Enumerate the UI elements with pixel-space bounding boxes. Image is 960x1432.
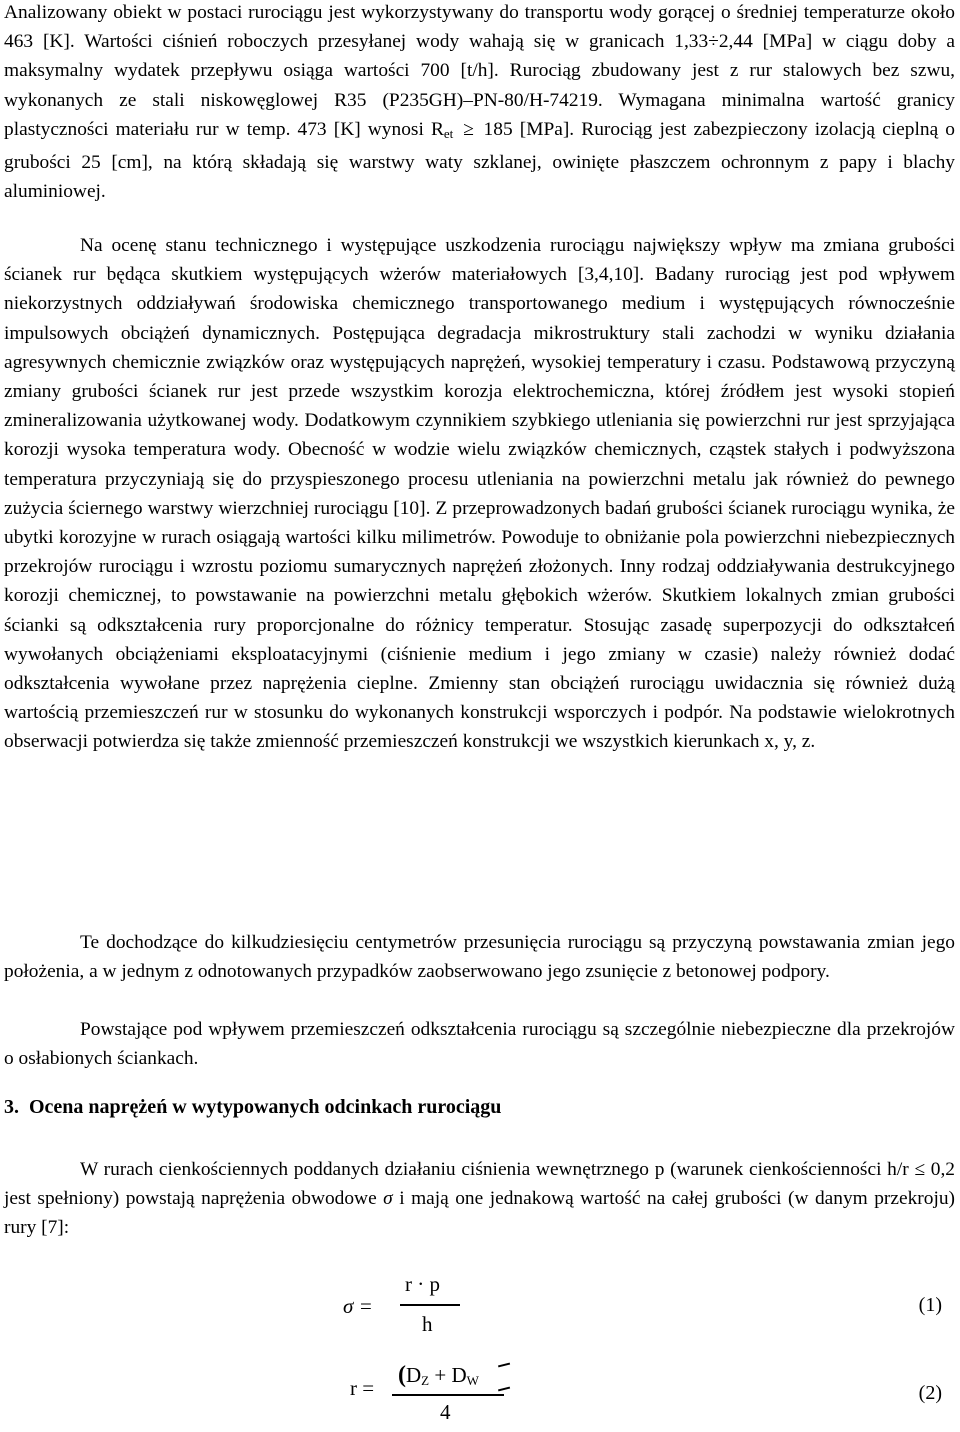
paragraph-text: 185 [MPa]. Rurociąg jest zabezpieczony izolacją cieplną o grubości 25 [cm], na którą składają się warstwy waty szklanej, owinięte płaszczem ochronnym z papy i blachy aluminiowej. [4,118,955,203]
geq-symbol: ≥ [463,118,474,140]
equation-2 [0,1358,960,1432]
section-number: 3. [4,1096,19,1118]
section-heading [4,1096,501,1119]
paragraph-text: 0,2 jest spełniony) powstają naprężenia obwodowe [4,1159,955,1210]
equation-lhs: r = [350,1376,375,1400]
sigma-symbol: σ [383,1188,393,1210]
subscript-et: et [443,125,454,141]
plus-dw: + D [429,1363,467,1387]
paragraph-damage-analysis: Na ocenę stanu technicznego i występujące uszkodzenia rurociągu największy wpływ ma zmiana grubości ścianek rur będąca skutkiem występujących wżerów materiałowych [3,4,10]. Badany rurociąg jest pod wpływem niekorzystnych oddziaływań środowiska chemicznego transportowanego medium i występujących równocześnie impulsowych obciążeń dynamicznych. Postępująca degradacja mikrostruktury stali zachodzi w wyniku działania agresywnych chemicznie związków oraz występujących naprężeń, wysokiej temperatury i czasu. Podstawową przyczyną zmiany grubości ścianek rur jest przede wszystkim korozja elektrochemiczna, której źródłem jest wysoki stopień zmineralizowania użytkowanej wody. Dodatkowym czynnikiem szybkiego utleniania się powierzchni rur jest sprzyjająca korozji wysoka temperatura wody. Obecność w wodzie wielu związków chemicznych, cząstek stałych i podwyższona temperatura przyczyniają się do przyspieszonego procesu utleniania na powierzchni metalu jak również do pewnego zużycia ściernego warstwy wierzchniej rurociągu [10]. Z przeprowadzonych badań grubości ścianek rurociągu wynika, że ubytki korozyjne w rurach osiągają wartości kilku milimetrów. Powoduje to obniżanie pola powierzchni niebezpiecznych przekrojów rurociągu i wzrostu poziomu sumarycznych naprężeń złożonych. Inny rodzaj oddziaływania destrukcyjnego korozji chemicznej, to powstawanie na powierzchni metalu głębokich wżerów. Skutkiem lokalnych zmian grubości ścianki są odkształcenia rury proporcjonalne do różnicy temperatur. Stosując zasadę superpozycji do odkształceń wywołanych obciążeniami eksploatacyjnymi (ciśnienie medium i jego zmiany w czasie) należy również dodać odkształcenia wywołane przez naprężenia cieplne. Zmienny stan obciążeń rurociągu uwidacznia się również dużą wartością przemieszczeń rur w stosunku do wykonanych konstrukcji wsporczych i podpór. Na podstawie wielokrotnych obserwacji potwierdza się także zmienność przemieszczeń konstrukcji we wszystkich kierunkach x, y, z. [4,235,955,753]
paragraph-thin-wall-pipes [4,1155,955,1243]
d-symbol: D [406,1363,422,1387]
paragraph-text: Analizowany obiekt w postaci rurociągu jest wykorzystywany do transportu wody gorącej o średniej temperaturze około 463 [K]. Wartości ciśnień roboczych przesyłanej wody wahają się w granicach 1,33÷2,44 [MPa] w ciągu doby a maksymalny wydatek przepływu osiąga wartości 700 [t/h]. Rurociąg zbudowany jest z rur stalowych bez szwu, wykonanych ze stali niskowęglowej R35 (P235GH)–PN-80/H-74219. Wymagana minimalna wartość granicy plastyczności materiału rur w temp. 473 [K] wynosi R [4,2,955,140]
equation-number: (2) [918,1382,942,1404]
bracket-tick-top [498,1363,510,1367]
paragraph-text: i mają one jednakową wartość na całej grubości (w danym przekroju) rury [7]: [4,1188,955,1239]
bracket-tick-bottom [498,1387,510,1391]
section-title: Ocena naprężeń w wytypowanych odcinkach rurociągu [29,1096,502,1118]
fraction-numerator: r · p [405,1272,440,1296]
equation-1 [0,1270,960,1350]
leq-symbol: ≤ [914,1159,926,1180]
fraction-denominator: h [422,1312,433,1336]
subscript-w: W [466,1373,479,1388]
equation-lhs: σ = [343,1294,373,1318]
subscript-z: Z [421,1373,430,1388]
paragraph-text: W rurach cienkościennych poddanych działaniu ciśnienia wewnętrznego p (warunek cienkościenności h/r [80,1159,915,1180]
paragraph-object-description [4,0,955,206]
left-paren: ( [398,1362,406,1388]
fraction-denominator: 4 [440,1400,451,1424]
paragraph-deformations: Powstające pod wpływem przemieszczeń odkształcenia rurociągu są szczególnie niebezpieczne dla przekrojów o osłabionych ściankach. [4,1019,955,1070]
fraction-bar [392,1394,504,1396]
paragraph-displacements: Te dochodzące do kilkudziesięciu centymetrów przesunięcia rurociągu są przyczyną powstawania zmian jego położenia, a w jednym z odnotowanych przypadków zaobserwowano jego zsunięcie z betonowej podpory. [4,932,955,983]
fraction-numerator [398,1362,479,1389]
fraction-bar [400,1304,460,1306]
equation-number: (1) [918,1294,942,1316]
